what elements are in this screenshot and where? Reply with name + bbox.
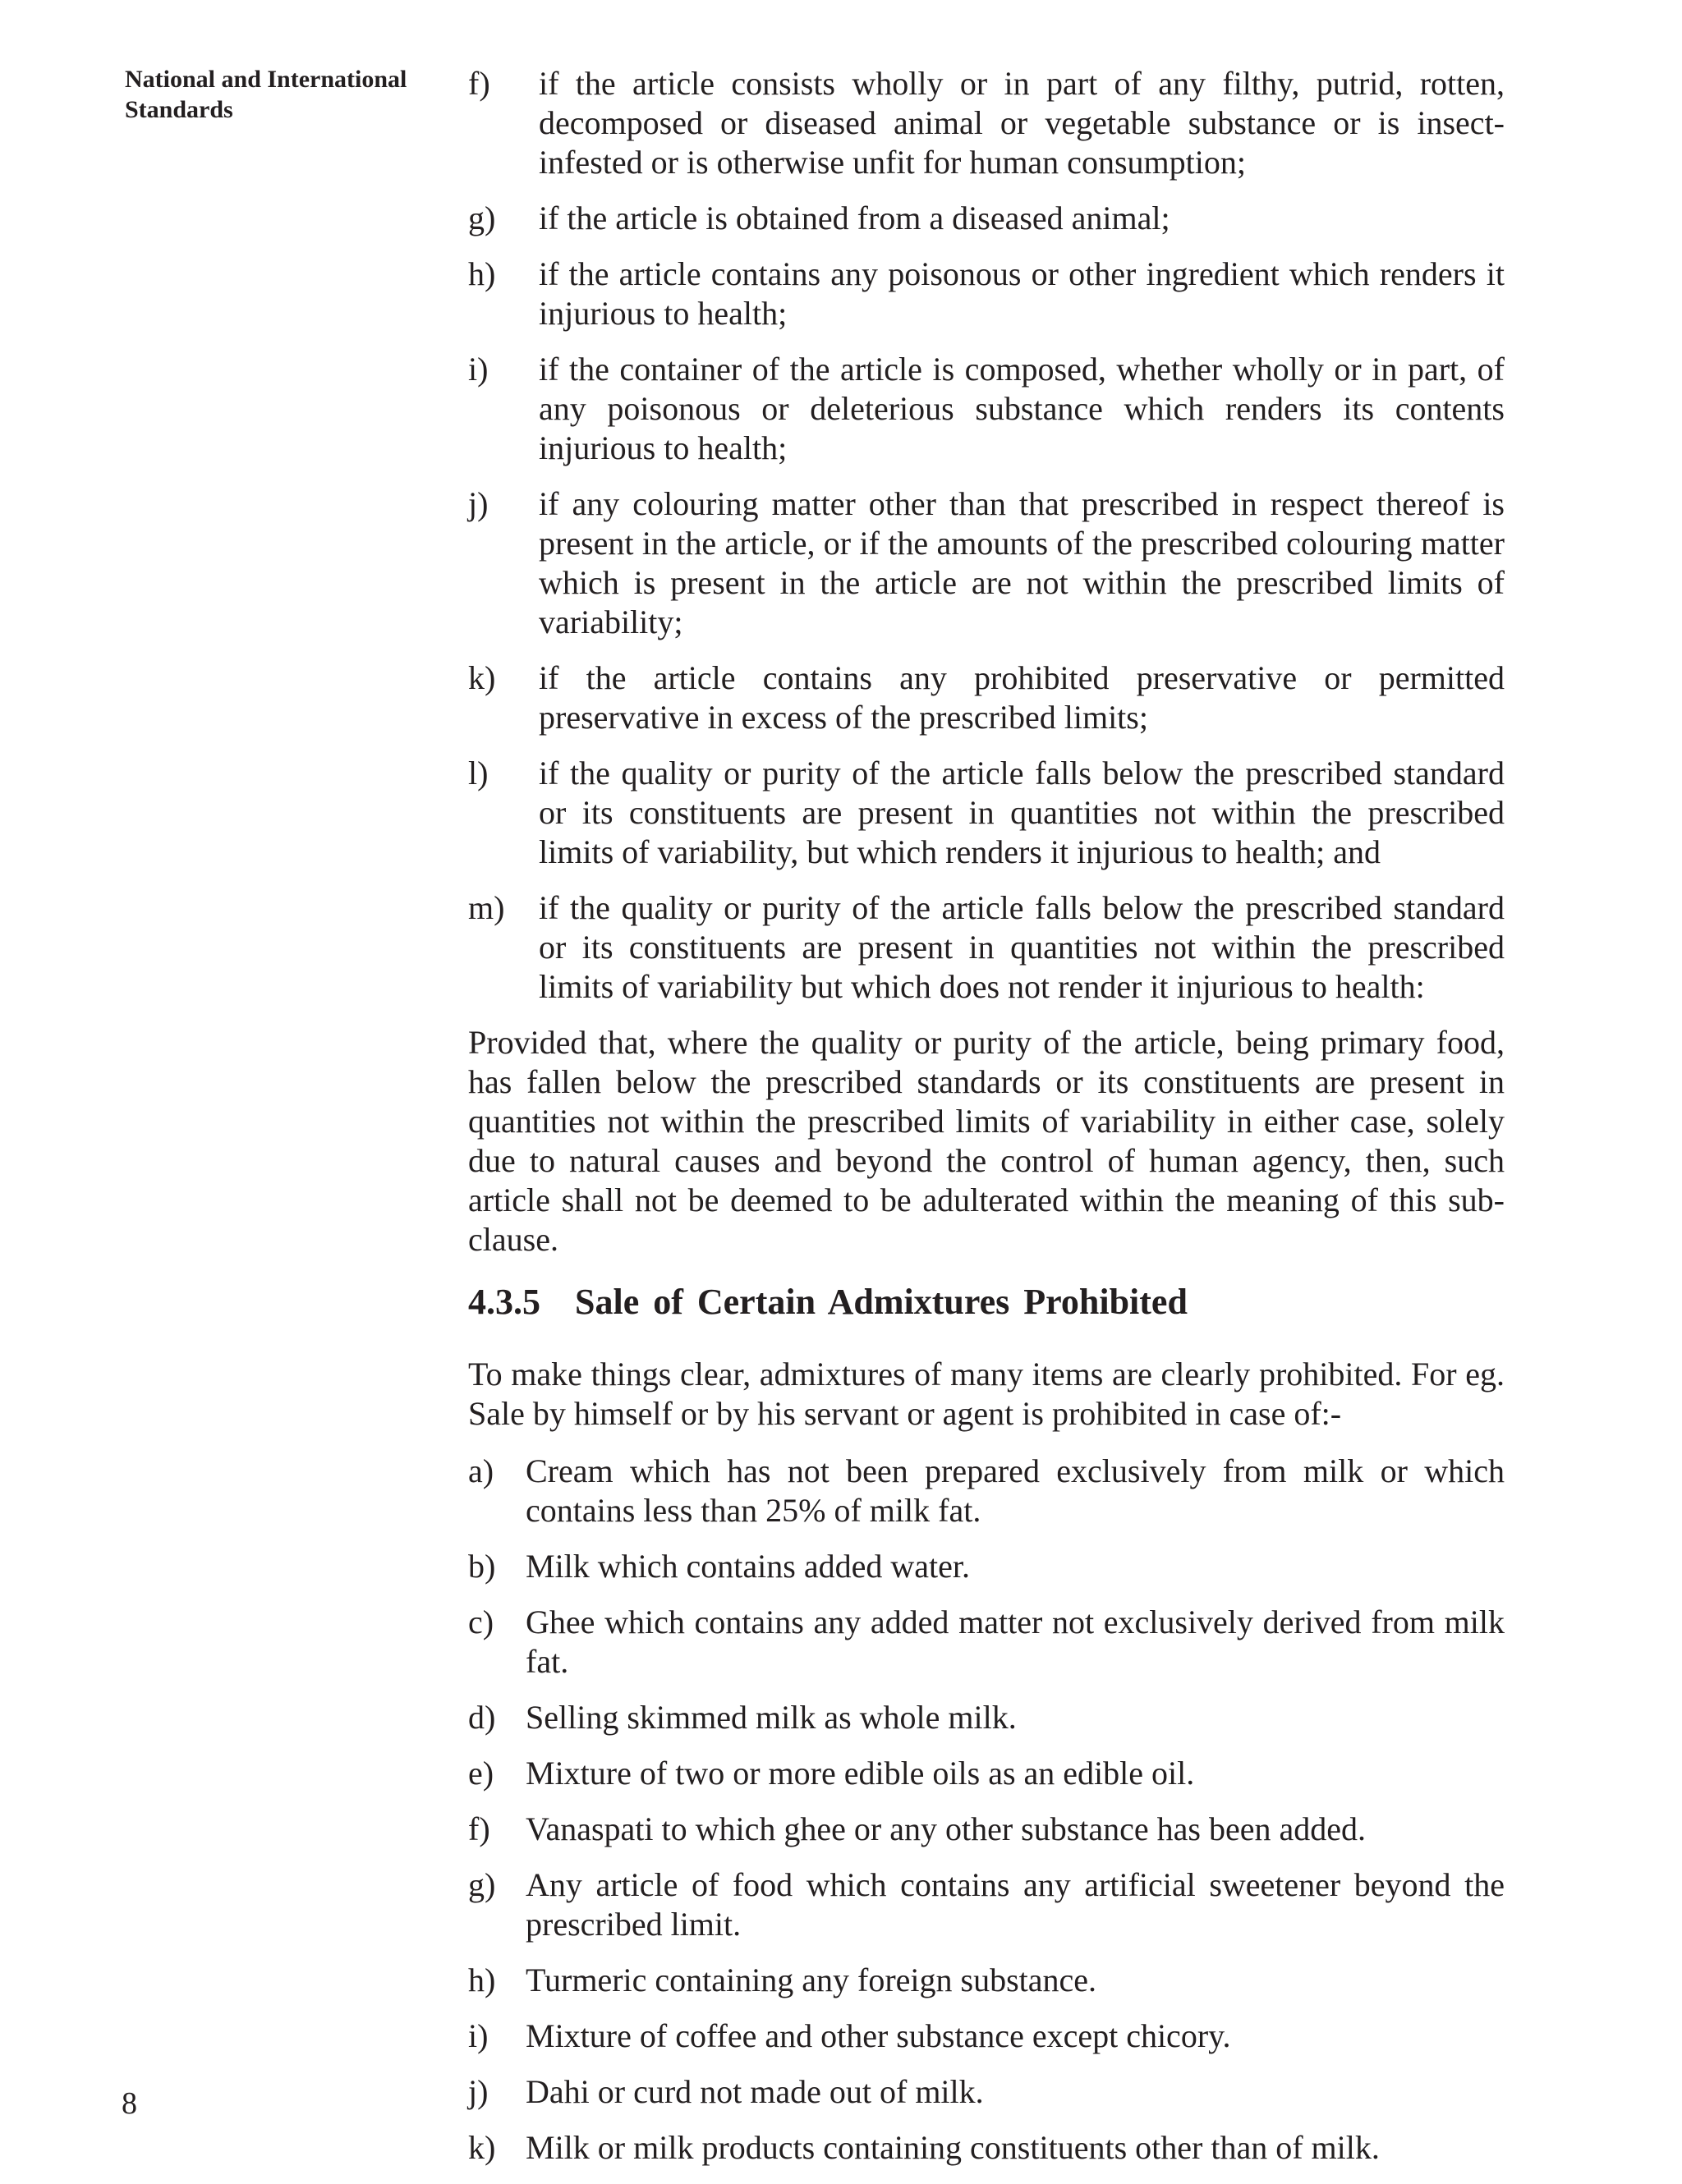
admixture-item: [468, 1452, 1505, 1530]
clause-item: [468, 199, 1505, 238]
admixture-text: Selling skimmed milk as whole milk.: [526, 1699, 1017, 1736]
admixture-item: [468, 1547, 1505, 1586]
admixture-marker: d): [468, 1699, 496, 1736]
admixture-item: [468, 2128, 1505, 2168]
admixture-item: [468, 1961, 1505, 2000]
admixture-item: [468, 2017, 1505, 2056]
clause-text: if any colouring matter other than that prescribed in respect thereof is present in the article, or if the amounts of the prescribed colouring matter which is present in the article are not within the prescribed limits of variability;: [539, 485, 1505, 640]
clause-item: [468, 754, 1505, 872]
page-number: 8: [122, 2086, 137, 2121]
admixture-text: Vanaspati to which ghee or any other substance has been added.: [526, 1810, 1366, 1847]
clause-marker: i): [468, 351, 489, 388]
clause-text: if the article contains any prohibited preservative or permitted preservative in excess of the prescribed limits;: [539, 659, 1505, 736]
section-heading: [468, 1281, 1505, 1324]
admixture-marker: b): [468, 1548, 496, 1585]
admixture-item: [468, 1603, 1505, 1682]
clause-item: [468, 255, 1505, 333]
clause-item: [468, 484, 1505, 642]
clause-marker: f): [468, 65, 490, 102]
running-header-line-2: Standards: [125, 96, 233, 123]
admixture-item: [468, 1754, 1505, 1793]
clause-item: [468, 888, 1505, 1007]
admixture-item: [468, 2072, 1505, 2112]
admixture-text: Ghee which contains any added matter not exclusively derived from milk fat.: [526, 1604, 1505, 1680]
admixture-marker: c): [468, 1604, 494, 1640]
admixture-marker: i): [468, 2017, 489, 2054]
running-header: [125, 64, 429, 125]
clause-marker: j): [468, 485, 489, 522]
clause-item: [468, 350, 1505, 468]
admixture-text: Any article of food which contains any artificial sweetener beyond the prescribed limit.: [526, 1866, 1505, 1943]
admixture-text: Mixture of two or more edible oils as an edible oil.: [526, 1755, 1195, 1792]
section-title: Sale of Certain Admixtures Prohibited: [575, 1282, 1188, 1322]
admixture-marker: f): [468, 1810, 490, 1847]
clause-text: if the quality or purity of the article falls below the prescribed standard or its constituents are present in quantities not within the prescribed limits of variability but which does not render it injurious to health:: [539, 889, 1505, 1005]
proviso-paragraph: Provided that, where the quality or purity of the article, being primary food, has fallen below the prescribed standards or its constituents are present in quantities not within the prescribed limits of variability in either case, solely due to natural causes and beyond the control of human agency, then, such article shall not be deemed to be adulterated within the meaning of this sub-clause.: [468, 1024, 1505, 1258]
clause-text: if the article is obtained from a diseased animal;: [539, 200, 1170, 236]
admixture-marker: e): [468, 1755, 494, 1792]
clause-text: if the container of the article is composed, whether wholly or in part, of any poisonous or deleterious substance which renders its contents injurious to health;: [539, 351, 1505, 466]
clause-text: if the article consists wholly or in part of any filthy, putrid, rotten, decomposed or diseased animal or vegetable substance or is insect-infested or is otherwise unfit for human consumption;: [539, 65, 1505, 181]
admixture-text: Milk or milk products containing constituents other than of milk.: [526, 2129, 1380, 2166]
admixture-text: Mixture of coffee and other substance except chicory.: [526, 2017, 1231, 2054]
section-intro: To make things clear, admixtures of many items are clearly prohibited. For eg. Sale by himself or by his servant or agent is prohibited in case of:-: [468, 1356, 1505, 1432]
clause-marker: k): [468, 659, 496, 696]
admixture-text: Turmeric containing any foreign substance.: [526, 1961, 1097, 1998]
admixture-item: [468, 1865, 1505, 1944]
main-content: [468, 64, 1505, 2184]
admixture-marker: a): [468, 1452, 494, 1489]
admixture-marker: j): [468, 2073, 489, 2110]
admixture-item: [468, 1698, 1505, 1737]
clause-item: [468, 64, 1505, 182]
admixture-text: Milk which contains added water.: [526, 1548, 970, 1585]
admixture-marker: h): [468, 1961, 496, 1998]
clause-marker: l): [468, 755, 489, 791]
clause-marker: g): [468, 200, 496, 236]
admixture-text: Cream which has not been prepared exclusively from milk or which contains less than 25% of milk fat.: [526, 1452, 1505, 1529]
admixture-marker: g): [468, 1866, 496, 1903]
running-header-line-1: National and International: [125, 66, 407, 93]
clause-marker: h): [468, 255, 496, 292]
clause-text: if the article contains any poisonous or other ingredient which renders it injurious to health;: [539, 255, 1505, 332]
section-number: 4.3.5: [468, 1282, 540, 1322]
admixture-item: [468, 1810, 1505, 1849]
clause-marker: m): [468, 889, 505, 926]
adulteration-clauses-list: [468, 64, 1505, 1007]
prohibited-admixtures-list: [468, 1452, 1505, 2168]
admixture-text: Dahi or curd not made out of milk.: [526, 2073, 984, 2110]
clause-item: [468, 658, 1505, 737]
clause-text: if the quality or purity of the article falls below the prescribed standard or its constituents are present in quantities not within the prescribed limits of variability, but which renders it injurious to health; and: [539, 755, 1505, 870]
admixture-marker: k): [468, 2129, 496, 2166]
